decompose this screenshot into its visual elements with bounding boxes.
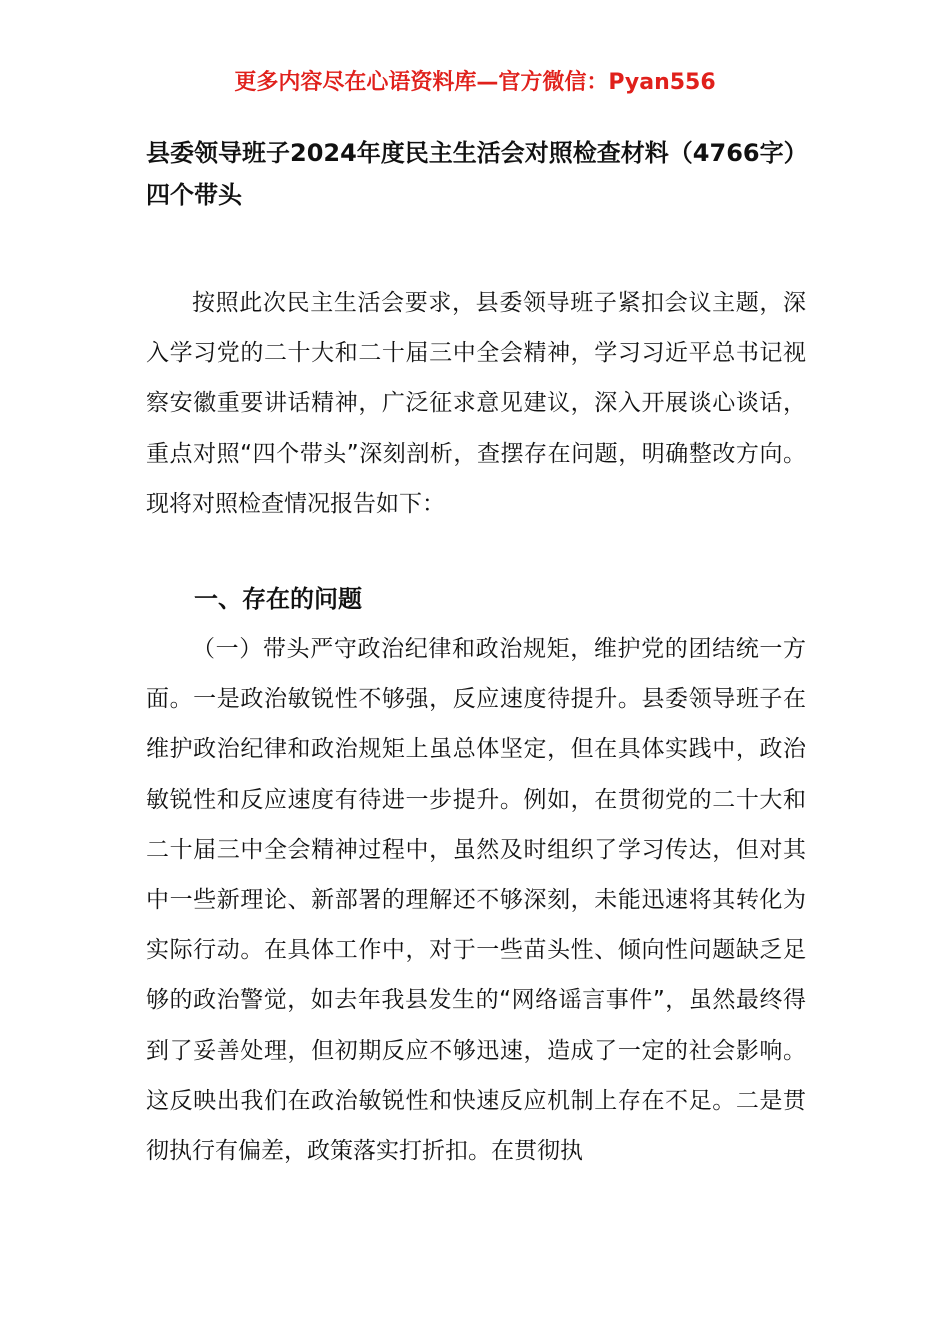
intro-section: [146, 278, 806, 529]
section-paragraph: （一）带头严守政治纪律和政治规矩，维护党的团结统一方面。一是政治敏锐性不够强，反应速度待提升。县委领导班子在维护政治纪律和政治规矩上虽总体坚定，但在具体实践中，政治敏锐性和反应速度有待进一步提升。例如，在贯彻党的二十大和二十届三中全会精神过程中，虽然及时组织了学习传达，但对其中一些新理论、新部署的理解还不够深刻，未能迅速将其转化为实际行动。在具体工作中，对于一些苗头性、倾向性问题缺乏足够的政治警觉，如去年我县发生的“网络谣言事件”，虽然最终得到了妥善处理，但初期反应不够迅速，造成了一定的社会影响。这反映出我们在政治敏锐性和快速反应机制上存在不足。二是贯彻执行有偏差，政策落实打折扣。在贯彻执: [146, 636, 806, 1165]
document-title: 县委领导班子2024年度民主生活会对照检查材料（4766字）四个带头: [146, 139, 808, 209]
section-heading: 一、存在的问题: [194, 585, 362, 613]
section-body: [146, 624, 806, 1176]
intro-paragraph: 按照此次民主生活会要求，县委领导班子紧扣会议主题，深入学习党的二十大和二十届三中全会精神，学习习近平总书记视察安徽重要讲话精神，广泛征求意见建议，深入开展谈心谈话，重点对照“四个带头”深刻剖析，查摆存在问题，明确整改方向。现将对照检查情况报告如下：: [146, 290, 806, 517]
watermark-banner: 更多内容尽在心语资料库—官方微信：Pyan556: [234, 70, 716, 95]
